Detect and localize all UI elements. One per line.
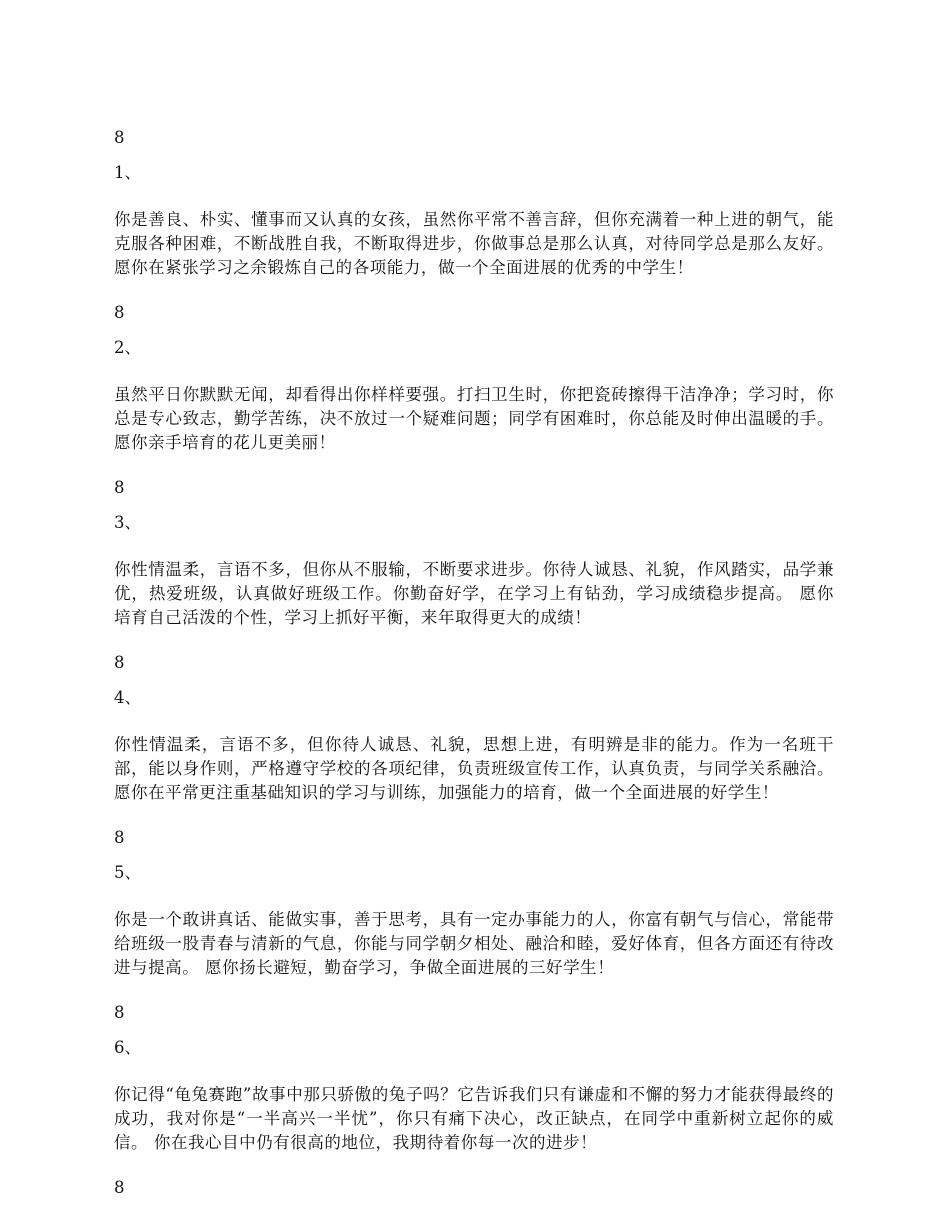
comment-block-1: [114, 126, 840, 280]
page-marker: 8: [114, 1003, 125, 1022]
page-marker: 8: [114, 828, 125, 847]
page-marker: 8: [114, 128, 125, 147]
comment-paragraph: 你性情温柔，言语不多，但你待人诚恳、礼貌，思想上进，有明辨是非的能力。作为一名班干部，能以身作则，严格遵守学校的各项纪律，负责班级宣传工作，认真负责，与同学关系融洽。 愿你在平常更注重基础知识的学习与训练，加强能力的培育，做一个全面进展的好学生！: [114, 735, 834, 802]
comment-paragraph: 你性情温柔，言语不多，但你从不服输，不断要求进步。你待人诚恳、礼貌，作风踏实，品学兼优，热爱班级，认真做好班级工作。你勤奋好学，在学习上有钻劲，学习成绩稳步提高。 愿你培育自己活泼的个性，学习上抓好平衡，来年取得更大的成绩！: [114, 560, 834, 627]
comment-paragraph: 虽然平日你默默无闻，却看得出你样样要强。打扫卫生时，你把瓷砖擦得干洁净净；学习时，你总是专心致志，勤学苦练，决不放过一个疑难问题；同学有困难时，你总能及时伸出温暖的手。愿你亲手培育的花儿更美丽！: [114, 385, 834, 452]
page-marker: 8: [114, 653, 125, 672]
item-number: 6、: [114, 1038, 141, 1057]
comment-block-5: [114, 826, 840, 980]
document-body: [114, 126, 840, 1200]
item-number: 2、: [114, 338, 141, 357]
item-number: 1、: [114, 163, 141, 182]
comment-block-3: [114, 476, 840, 630]
comment-block-4: [114, 651, 840, 805]
page-marker: 8: [114, 1178, 125, 1197]
comment-paragraph: 你是一个敢讲真话、能做实事，善于思考，具有一定办事能力的人，你富有朝气与信心，常能带给班级一股青春与清新的气息，你能与同学朝夕相处、融洽和睦，爱好体育，但各方面还有待改进与提高。 愿你扬长避短，勤奋学习，争做全面进展的三好学生！: [114, 910, 834, 977]
item-number: 3、: [114, 513, 141, 532]
page-marker: 8: [114, 478, 125, 497]
comment-paragraph: 你是善良、朴实、懂事而又认真的女孩，虽然你平常不善言辞，但你充满着一种上进的朝气，能克服各种困难，不断战胜自我，不断取得进步，你做事总是那么认真，对待同学总是那么友好。愿你在紧张学习之余锻炼自己的各项能力，做一个全面进展的优秀的中学生！: [114, 210, 834, 277]
comment-block-2: [114, 301, 840, 455]
item-number: 5、: [114, 863, 141, 882]
comment-paragraph: 你记得“龟兔赛跑”故事中那只骄傲的兔子吗？它告诉我们只有谦虚和不懈的努力才能获得最终的成功，我对你是“一半高兴一半忧”，你只有痛下决心，改正缺点，在同学中重新树立起你的威信。 你在我心目中仍有很高的地位，我期待着你每一次的进步！: [114, 1085, 834, 1152]
page-marker: 8: [114, 303, 125, 322]
item-number: 4、: [114, 688, 141, 707]
comment-block-6: [114, 1001, 840, 1155]
